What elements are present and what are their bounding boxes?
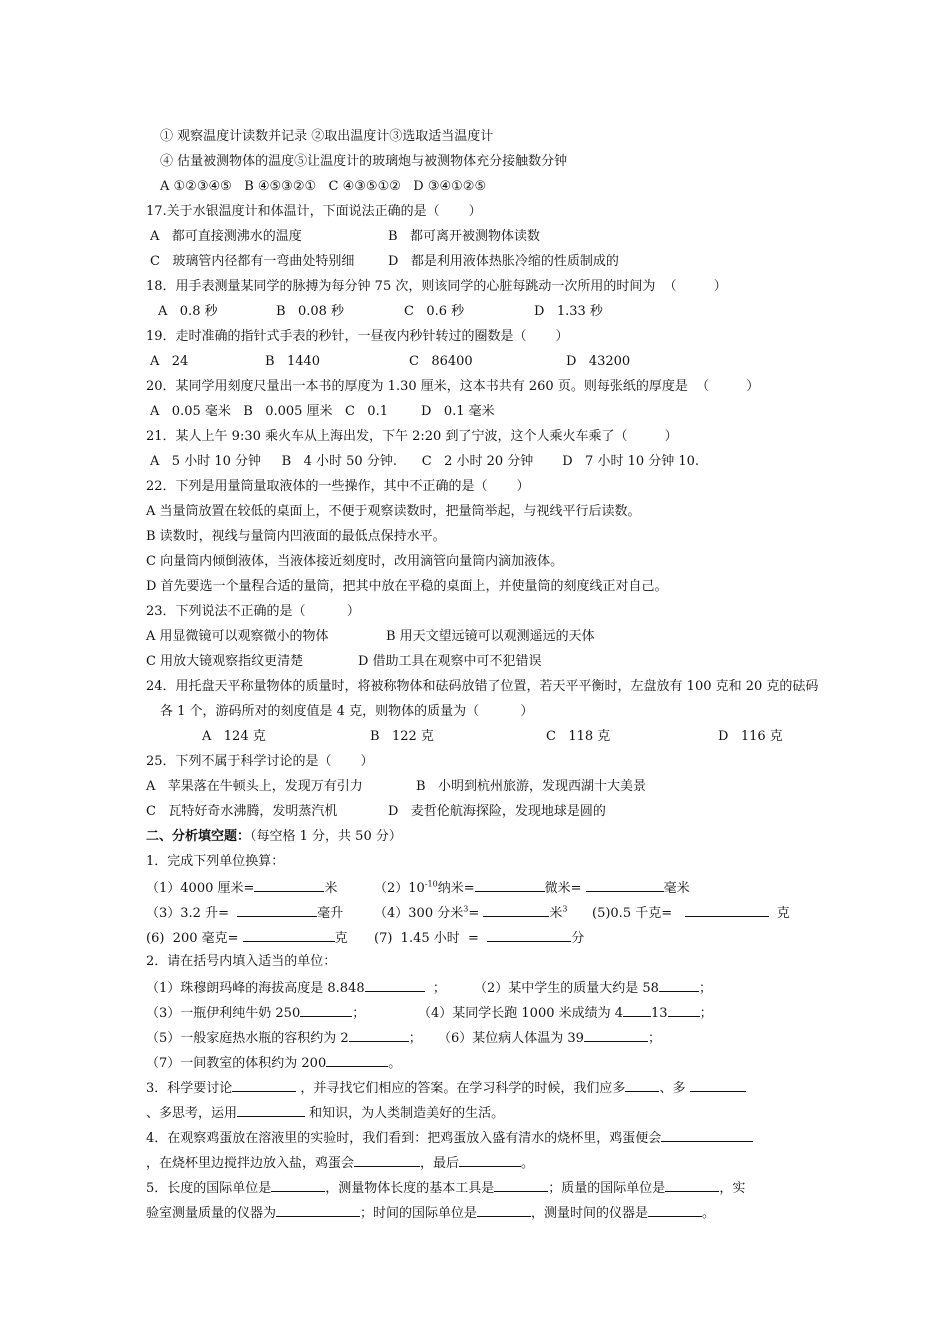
q24-option-c: C 118 克 — [546, 729, 611, 744]
fill2-item4: （4）某同学长跑 1000 米成绩为 4 13 ； — [418, 1003, 713, 1021]
q17-option-c: C 玻璃管内径都有一弯曲处特别细 — [150, 254, 355, 269]
q22-option-a: A 当量筒放置在较低的桌面上，不便于观察读数时，把量筒举起，与视线平行后读数。 — [146, 504, 641, 519]
q21-stem: 21．某人上午 9:30 乘火车从上海出发，下午 2:20 到了宁波，这个人乘火车乘了（ ） — [146, 429, 678, 444]
section2-title: 二、分析填空题： — [146, 829, 251, 844]
fill5-blank-3[interactable] — [665, 1178, 719, 1192]
fill1-blank-7[interactable] — [243, 928, 335, 942]
fill3-blank-4[interactable] — [237, 1103, 305, 1117]
q18-option-a: A 0.8 秒 — [158, 304, 218, 319]
q19-stem: 19．走时准确的指针式手表的秒针，一昼夜内秒针转过的圈数是（ ） — [146, 329, 569, 344]
fill1-item4: （4）300 分米$^3$= 米$^3$ — [374, 904, 568, 921]
fill2-item2: （2）某中学生的质量大约是 58 ； — [474, 978, 712, 996]
fill2-item5: （5）一般家庭热水瓶的容积约为 2 ； — [146, 1028, 422, 1046]
fill3-blank-1[interactable] — [232, 1078, 296, 1092]
q24-stem-line2: 各 1 个，游码所对的刻度值是 4 克，则物体的质量为（ ） — [160, 704, 534, 719]
q25-option-a: A 苹果落在牛顿头上，发现万有引力 — [146, 779, 363, 794]
fill1-blank-6[interactable] — [685, 903, 769, 917]
fill2-stem: 2．请在括号内填入适当的单位： — [146, 954, 337, 969]
fill3-line1: 3．科学要讨论 ，并寻找它们相应的答案。在学习科学的时候，我们应多 、多 — [146, 1078, 746, 1096]
q19-option-c: C 86400 — [409, 354, 473, 369]
fill2-blank-6[interactable] — [584, 1028, 648, 1042]
q19-option-b: B 1440 — [265, 354, 321, 369]
q20-options: A 0.05 毫米 B 0.005 厘米 C 0.1 D 0.1 毫米 — [150, 404, 495, 419]
q24-option-a: A 124 克 — [202, 729, 266, 744]
q17-stem: 17.关于水银温度计和体温计，下面说法正确的是（ ） — [146, 204, 482, 219]
fill3-blank-3[interactable] — [690, 1078, 746, 1092]
q22-option-d: D 首先要选一个量程合适的量筒，把其中放在平稳的桌面上，并使量筒的刻度线正对自己。 — [146, 579, 668, 594]
q21-options: A 5 小时 10 分钟 B 4 小时 50 分钟. C 2 小时 20 分钟 D 7 小时 10 分钟 10. — [150, 454, 700, 469]
fill2-blank-7[interactable] — [326, 1053, 388, 1067]
q16-options: A ①②③④⑤ B ④⑤③②① C ④③⑤①② D ③④①②⑤ — [160, 179, 487, 194]
fill4-blank-2[interactable] — [354, 1153, 420, 1167]
fill5-blank-2[interactable] — [494, 1178, 548, 1192]
fill2-blank-2[interactable] — [659, 978, 699, 992]
fill1-item3: （3）3.2 升= 毫升 — [146, 903, 343, 921]
fill1-item6: (6) 200 毫克= 克 — [146, 928, 348, 946]
q24-option-b: B 122 克 — [370, 729, 434, 744]
q23-option-c: C 用放大镜观察指纹更清楚 — [146, 654, 304, 669]
q25-option-d: D 麦哲伦航海探险，发现地球是圆的 — [388, 804, 606, 819]
fill5-blank-5[interactable] — [477, 1203, 531, 1217]
q18-stem: 18．用手表测量某同学的脉搏为每分钟 75 次，则该同学的心脏每跳动一次所用的时间为 （ ） — [146, 279, 727, 294]
fill2-blank-4a[interactable] — [623, 1003, 651, 1017]
q19-option-a: A 24 — [150, 354, 189, 369]
fill2-item1: （1）珠穆朗玛峰的海拔高度是 8.848 ； — [146, 978, 446, 996]
q23-option-b: B 用天文望远镜可以观测遥远的天体 — [386, 629, 595, 644]
q23-stem: 23．下列说法不正确的是（ ） — [146, 604, 360, 619]
fill1-blank-1[interactable] — [254, 878, 324, 892]
q18-option-b: B 0.08 秒 — [276, 304, 345, 319]
fill1-item5: (5)0.5 千克= 克 — [592, 903, 790, 921]
fill2-item3: （3）一瓶伊利纯牛奶 250 ； — [146, 1003, 365, 1021]
q18-option-d: D 1.33 秒 — [534, 304, 603, 319]
fill5-blank-1[interactable] — [271, 1178, 325, 1192]
fill2-item7: （7）一间教室的体积约为 200 。 — [146, 1053, 401, 1071]
fill1-item7: (7) 1.45 小时 = 分 — [374, 928, 584, 946]
q25-option-b: B 小明到杭州旅游，发现西湖十大美景 — [416, 779, 646, 794]
fill5-line2: 验室测量质量的仪器为 ；时间的国际单位是 ，测量时间的仪器是 。 — [146, 1203, 715, 1221]
fill2-blank-4b[interactable] — [668, 1003, 700, 1017]
q22-stem: 22．下列是用量筒量取液体的一些操作，其中不正确的是（ ） — [146, 479, 530, 494]
fill2-item6: （6）某位病人体温为 39 ； — [438, 1028, 661, 1046]
q23-option-a: A 用显微镜可以观察微小的物体 — [146, 629, 329, 644]
q16-steps-line2: ④ 估量被测物体的温度⑤让温度计的玻璃炮与被测物体充分接触数分钟 — [160, 154, 568, 169]
fill1-stem: 1．完成下列单位换算： — [146, 854, 285, 869]
q22-option-c: C 向量筒内倾倒液体，当液体接近刻度时，改用滴管向量筒内滴加液体。 — [146, 554, 564, 569]
fill1-item1: （1）4000 厘米= 米 — [146, 878, 337, 896]
q17-option-b: B 都可离开被测物体读数 — [388, 229, 540, 244]
fill1-blank-5[interactable] — [483, 903, 549, 917]
fill4-blank-3[interactable] — [459, 1153, 521, 1167]
q24-option-d: D 116 克 — [718, 729, 783, 744]
q17-option-a: A 都可直接测沸水的温度 — [150, 229, 302, 244]
fill1-blank-8[interactable] — [487, 928, 571, 942]
fill3-line2: 、多思考，运用 和知识，为人类制造美好的生活。 — [146, 1103, 504, 1121]
fill5-blank-4[interactable] — [276, 1203, 360, 1217]
section2-note: （每空格 1 分，共 50 分） — [250, 829, 402, 844]
fill1-item2: $(2)10^{-10}$纳米= 微米= 毫米 — [374, 879, 690, 896]
fill5-blank-6[interactable] — [648, 1203, 702, 1217]
fill1-blank-3[interactable] — [586, 878, 664, 892]
q24-stem-line1: 24．用托盘天平称量物体的质量时，将被称物体和砝码放错了位置，若天平平衡时，左盘放有 100 克和 20 克的砝码 — [146, 679, 819, 694]
q25-option-c: C 瓦特好奇水沸腾，发明蒸汽机 — [146, 804, 338, 819]
fill1-blank-4[interactable] — [237, 903, 317, 917]
q18-option-c: C 0.6 秒 — [404, 304, 465, 319]
fill3-blank-2[interactable] — [625, 1078, 659, 1092]
fill5-line1: 5．长度的国际单位是 ，测量物体长度的基本工具是 ；质量的国际单位是 ，实 — [146, 1178, 745, 1196]
fill4-line2: ，在烧杯里边搅拌边放入盐，鸡蛋会 ，最后 。 — [146, 1153, 534, 1171]
fill2-blank-1[interactable] — [365, 978, 425, 992]
q22-option-b: B 读数时，视线与量筒内凹液面的最低点保持水平。 — [146, 529, 446, 544]
q19-option-d: D 43200 — [566, 354, 631, 369]
fill1-blank-2[interactable] — [475, 878, 545, 892]
section2-heading — [146, 828, 402, 846]
q25-stem: 25．下列不属于科学讨论的是（ ） — [146, 754, 374, 769]
q20-stem: 20．某同学用刻度尺量出一本书的厚度为 1.30 厘米，这本书共有 260 页。则每张纸的厚度是 （ ） — [146, 379, 760, 394]
fill2-blank-5[interactable] — [349, 1028, 409, 1042]
q17-option-d: D 都是利用液体热胀冷缩的性质制成的 — [388, 254, 619, 269]
q23-option-d: D 借助工具在观察中可不犯错误 — [358, 654, 542, 669]
q16-steps-line1: ① 观察温度计读数并记录 ②取出温度计③选取适当温度计 — [160, 129, 494, 144]
fill2-blank-3[interactable] — [300, 1003, 352, 1017]
fill4-line1: 4．在观察鸡蛋放在溶液里的实验时，我们看到：把鸡蛋放入盛有清水的烧杯里，鸡蛋便会 — [146, 1128, 753, 1146]
fill4-blank-1[interactable] — [661, 1128, 753, 1142]
